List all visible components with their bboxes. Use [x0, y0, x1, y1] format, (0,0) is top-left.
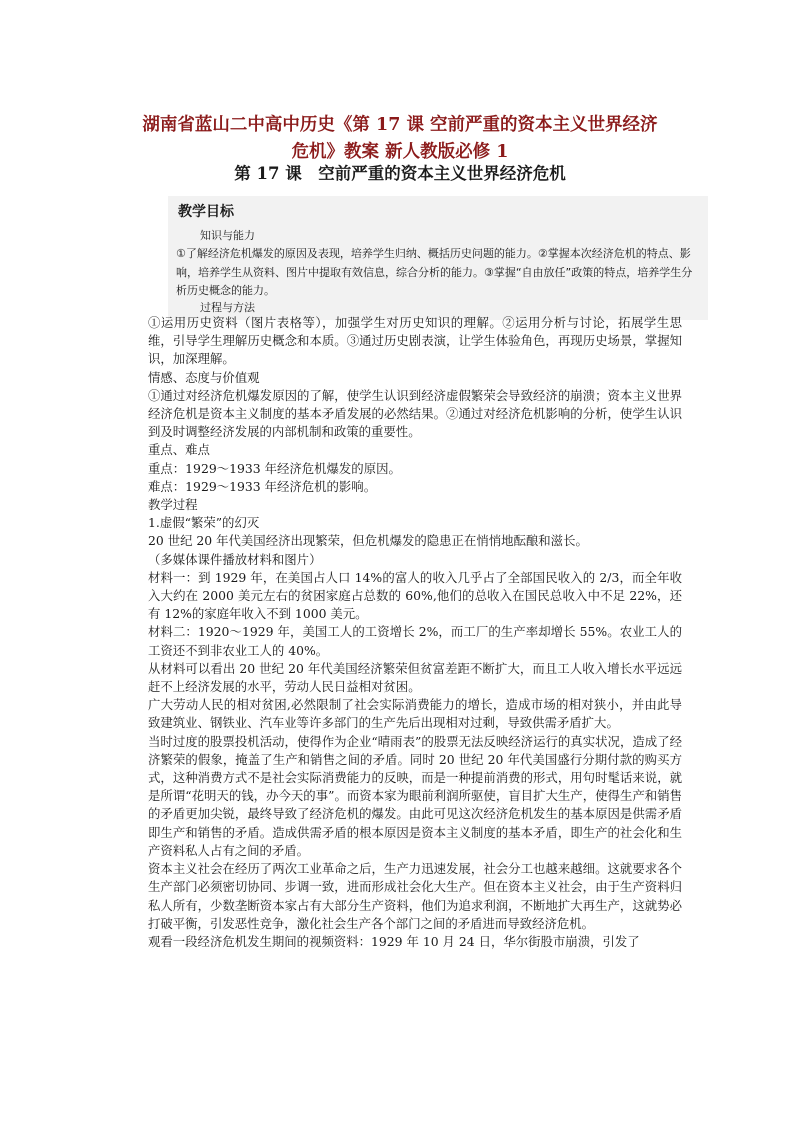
- paragraph: 重点、难点: [148, 442, 210, 458]
- paragraph: 1.虚假“繁荣”的幻灭: [148, 515, 260, 531]
- paragraph: 教学过程: [148, 497, 198, 513]
- body-text: [148, 314, 682, 951]
- paragraph: 材料一：到 1929 年，在美国占人口 14%的富人的收入几乎占了全部国民收入的 2/3，而全年收入大约在 2000 美元左右的贫困家庭占总数的 60%,他们的总收入在国民总收入中不足 22%，还有 12%的家庭年收入不到 1000 美元。: [148, 569, 682, 622]
- paragraph: 观看一段经济危机发生期间的视频资料：1929 年 10 月 24 日，华尔街股市崩溃，引发了: [148, 933, 640, 949]
- paragraph: 材料二：1920～1929 年，美国工人的工资增长 2%，而工厂的生产率却增长 55%。农业工人的工资还不到非农业工人的 40%。: [148, 624, 682, 658]
- scanned-excerpt: [168, 196, 708, 320]
- paragraph: ①通过对经济危机爆发原因的了解，使学生认识到经济虚假繁荣会导致经济的崩溃；资本主义世界经济危机是资本主义制度的基本矛盾发展的必然结果。②通过对经济危机影响的分析，使学生认识到及时调整经济发展的内部机制和政策的重要性。: [148, 387, 682, 440]
- knowledge-paragraph: ①了解经济危机爆发的原因及表现，培养学生归纳、概括历史问题的能力。②掌握本次经济危机的特点、影响，培养学生从资料、图片中提取有效信息，综合分析的能力。③掌握“自由放任”政策的特点，培养学生分析历史概念的能力。: [176, 247, 693, 297]
- subheading-knowledge: 知识与能力: [200, 229, 255, 242]
- paragraph: 情感、态度与价值观: [148, 369, 260, 385]
- paragraph: 广大劳动人民的相对贫困,必然限制了社会实际消费能力的增长，造成市场的相对狭小，并由此导致建筑业、钢铁业、汽车业等许多部门的生产先后出现相对过剩，导致供需矛盾扩大。: [148, 697, 682, 731]
- paragraph: （多媒体课件播放材料和图片）: [148, 551, 322, 567]
- document-title: 湖南省蓝山二中高中历史《第 17 课 空前严重的资本主义世界经济危机》教案 新人教版必修 1: [142, 115, 658, 162]
- paragraph: 难点：1929～1933 年经济危机的影响。: [148, 478, 377, 494]
- paragraph: 从材料可以看出 20 世纪 20 年代美国经济繁荣但贫富差距不断扩大，而且工人收入增长水平远远赶不上经济发展的水平，劳动人民日益相对贫困。: [148, 660, 682, 695]
- subheading-process: 过程与方法: [200, 301, 255, 314]
- paragraph: 当时过度的股票投机活动，使得作为企业“晴雨表”的股票无法反映经济运行的真实状况，造成了经济繁荣的假象，掩盖了生产和销售之间的矛盾。同时 20 世纪 20 年代美国盛行分期付款的购买方式，这种消费方式不是社会实际消费能力的反映，而是一种提前消费的形式，用句时髦话来说，就是所谓“花明天的钱，办今天的事”。而资本家为眼前利润所驱使，盲目扩大生产，使得生产和销售的矛盾更加尖锐，最终导致了经济危机的爆发。由此可见这次经济危机发生的基本原因是供需矛盾即生产和销售的矛盾。造成供需矛盾的根本原因是资本主义制度的基本矛盾，即生产的社会化和生产资料私人占有之间的矛盾。: [148, 733, 682, 858]
- paragraph: 资本主义社会在经历了两次工业革命之后，生产力迅速发展，社会分工也越来越细。这就要求各个生产部门必须密切协同、步调一致，进而形成社会化大生产。但在资本主义社会，由于生产资料归私人所有，少数垄断资本家占有大部分生产资料，他们为追求利润，不断地扩大再生产，这就势必打破平衡，引发恶性竞争，激化社会生产各个部门之间的矛盾进而导致经济危机。: [148, 861, 682, 931]
- lesson-title: 第 17 课 空前严重的资本主义世界经济危机: [234, 164, 566, 183]
- paragraph: 重点：1929～1933 年经济危机爆发的原因。: [148, 460, 401, 476]
- paragraph: 20 世纪 20 年代美国经济出现繁荣，但危机爆发的隐患正在悄悄地酝酿和滋长。: [148, 533, 588, 549]
- section-heading-objectives: 教学目标: [178, 204, 234, 220]
- paragraph: ①运用历史资料（图片表格等），加强学生对历史知识的理解。②运用分析与讨论，拓展学生思维，引导学生理解历史概念和本质。③通过历史剧表演，让学生体验角色，再现历史场景，掌握知识，加深理解。: [148, 315, 682, 367]
